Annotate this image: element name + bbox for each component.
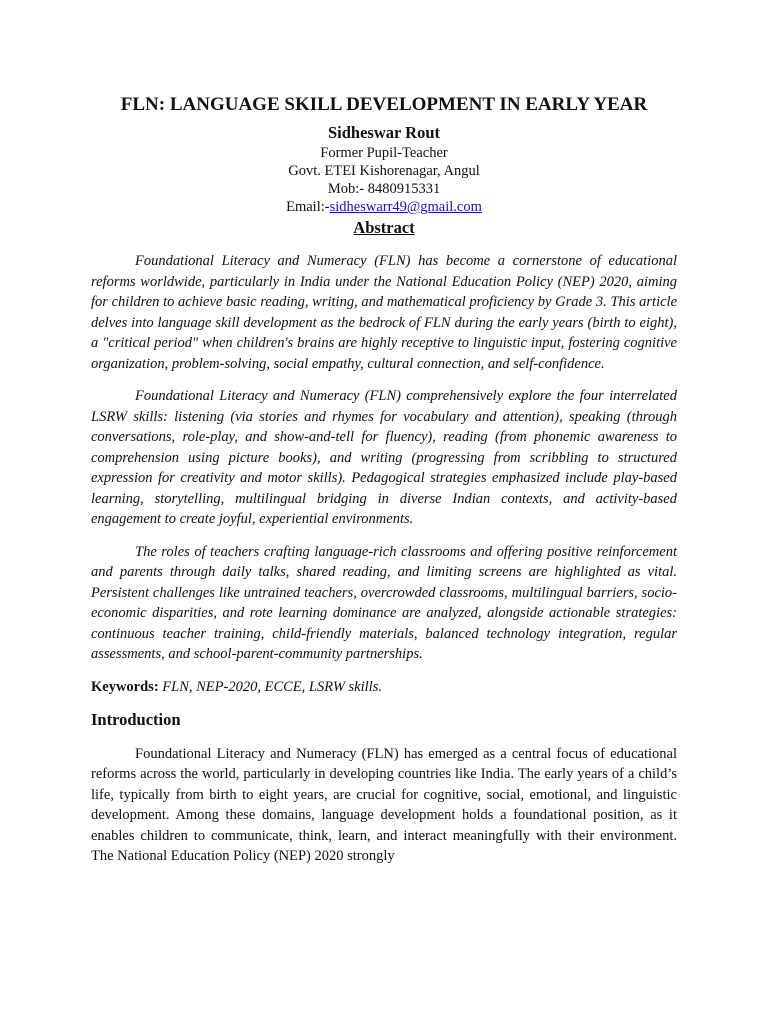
keywords-text: FLN, NEP-2020, ECCE, LSRW skills. bbox=[162, 678, 382, 695]
paper-title: FLN: LANGUAGE SKILL DEVELOPMENT IN EARLY YEAR bbox=[120, 94, 648, 115]
abstract-paragraph: Foundational Literacy and Numeracy (FLN) comprehensively explore the four interrelated LSRW skills: listening (via stories and rhymes for vocabulary and attention), speaking (through conversations, role-play, and show-and-tell for fluency), reading (from phonemic awareness to comprehension using picture books), and writing (progressing from scribbling to structured expression for creativity and motor skills). Pedagogical strategies emphasized include play-based learning, storytelling, multilingual bridging in diverse Indian contexts, and activity-based engagement to create joyful, experiential environments. bbox=[91, 388, 677, 527]
author-institution: Govt. ETEI Kishorenagar, Angul bbox=[288, 163, 480, 179]
introduction-paragraph: Foundational Literacy and Numeracy (FLN) has emerged as a central focus of educational reforms across the world, particularly in developing countries like India. The early years of a child’s life, typically from birth to eight years, are crucial for cognitive, social, emotional, and linguistic development. Among these domains, language development holds a foundational position, as it enables children to communicate, think, learn, and interact meaningfully with their environment. The National Education Policy (NEP) 2020 strongly bbox=[91, 745, 677, 864]
introduction-heading: Introduction bbox=[91, 709, 181, 729]
author-email-line bbox=[91, 198, 677, 216]
abstract-paragraph: Foundational Literacy and Numeracy (FLN) has become a cornerstone of educational reforms worldwide, particularly in India under the National Education Policy (NEP) 2020, aiming for children to achieve basic reading, writing, and mathematical proficiency by Grade 3. This article delves into language skill development as the bedrock of FLN during the early years (birth to eight), a "critical period" when children's brains are highly receptive to linguistic input, fostering cognitive organization, problem-solving, social empathy, cultural connection, and self-confidence. bbox=[91, 253, 677, 372]
author-name: Sidheswar Rout bbox=[327, 123, 440, 142]
email-prefix: Email:- bbox=[286, 199, 330, 215]
paper-page bbox=[91, 0, 677, 867]
keywords-label: Keywords: bbox=[91, 678, 159, 695]
keywords-line bbox=[91, 677, 677, 697]
author-role: Former Pupil-Teacher bbox=[320, 145, 448, 161]
abstract-paragraph: The roles of teachers crafting language-rich classrooms and offering positive reinforcement and parents through daily talks, shared reading, and limiting screens are highlighted as vital. Persistent challenges like untrained teachers, overcrowded classrooms, multilingual barriers, socio-economic disparities, and rote learning dominance are analyzed, alongside actionable strategies: continuous teacher training, child-friendly materials, balanced technology integration, regular assessments, and school-parent-community partnerships. bbox=[91, 543, 677, 662]
author-block bbox=[91, 122, 677, 216]
abstract-heading: Abstract bbox=[353, 218, 415, 237]
author-mobile: Mob:- 8480915331 bbox=[327, 181, 441, 197]
email-link[interactable]: sidheswarr49@gmail.com bbox=[329, 199, 482, 215]
